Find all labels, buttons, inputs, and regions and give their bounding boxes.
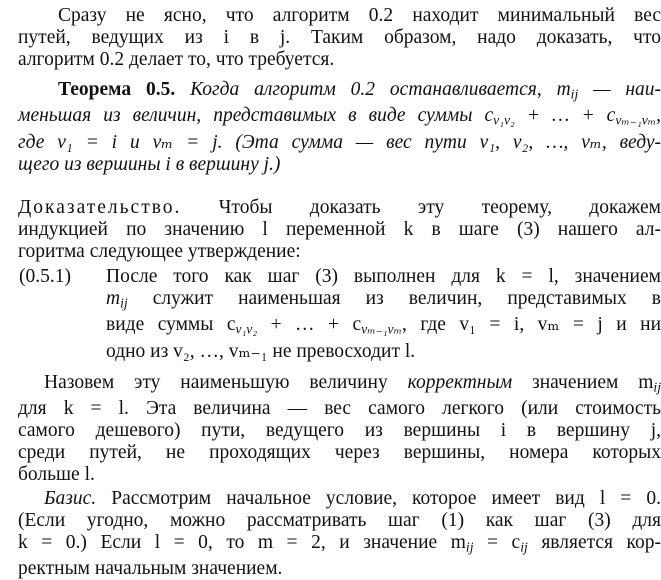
basis-title: Базис. (44, 488, 97, 509)
theorem-line-1 (0, 79, 661, 105)
claim-line-2: $m_{ij}$ служит наименьшая из величин, представимых в (106, 288, 661, 311)
theorem-line-3: где v₁ = i и vₘ = j. (Эта сумма — вес пути v₁, v₂, …, vₘ, веду- (18, 131, 661, 153)
claim-paragraph (106, 266, 661, 363)
theorem-text-1-rest: — наи- (578, 79, 661, 100)
theorem-text-2: меньшая из величин, представимых в виде суммы c (18, 105, 494, 127)
correct-line-3: самого дешевого) пути, ведущего из вершины i в вершину j, (18, 420, 661, 442)
theorem-sub-v1v2: v₁v₂ (493, 112, 515, 128)
basis-line-3: k = 0.) Если l = 0, то m = 2, и значение $m_{ij} = c_{ij}$ является кор- (18, 532, 661, 555)
theorem-sub-ij: ij (570, 86, 579, 102)
claim-label: (0.5.1) (19, 266, 71, 287)
proof-line-3: горитма следующее утверждение: (18, 241, 301, 262)
theorem-title: Теорема 0.5. (58, 79, 176, 100)
claim-line-4: одно из v₂, …, vₘ₋₁ не превосходит l. (106, 340, 416, 362)
intro-line-1: Сразу не ясно, что алгоритм 0.2 находит минимальный вес (58, 5, 661, 26)
correct-paragraph (0, 372, 661, 486)
basis-line-1: Базис. Рассмотрим начальное условие, которое имеет вид l = 0. (44, 488, 661, 509)
theorem-text-1: Когда алгоритм 0.2 останавливается, m (190, 79, 571, 100)
correct-line-4: среди путей, не проходящих через вершины, номера которых (18, 442, 661, 464)
proof-title: Доказательство. (18, 197, 182, 218)
correct-line-1: Назовем эту наименьшую величину корректным значением $m_{ij}$ (44, 372, 661, 395)
basis-line-2: (Если угодно, можно рассматривать шаг (1) как шаг (3) для (18, 510, 661, 531)
intro-paragraph (0, 5, 661, 71)
theorem-paragraph (0, 79, 661, 176)
correct-line-2: для k = l. Эта величина — вес самого легкого (или стоимость (18, 398, 661, 420)
intro-line-2: путей, ведущих из i в j. Таким образом, надо доказать, что (18, 27, 661, 48)
proof-paragraph (0, 197, 661, 263)
theorem-sub-vm1vm: vₘ₋₁vₘ (615, 112, 657, 128)
theorem-line-2: меньшая из величин, представимых в виде суммы $c_{v_1v_2}$ + … + $c_{v_{m-1}v_m}$, (18, 105, 661, 128)
intro-line-3: алгоритм 0.2 делает то, что требуется. (18, 49, 335, 70)
basis-paragraph (0, 488, 661, 580)
correct-line-5: больше l. (18, 464, 95, 486)
theorem-text-2-tail: + … + c (514, 105, 616, 127)
claim-line-3: виде суммы $c_{v_1v_2}$ + … + $c_{v_{m-1}v_m}$, где v₁ = i, vₘ = j и ни (106, 314, 661, 337)
theorem-line-4: щего из вершины i в вершину j.) (18, 153, 281, 175)
proof-line-2: индукцией по значению l переменной k в шаге (3) нашего ал- (18, 219, 661, 240)
proof-line-1 (0, 197, 661, 219)
claim-line-1: После того как шаг (3) выполнен для k = l, значением (106, 266, 661, 287)
proof-text-1: Чтобы доказать эту теорему, докажем (218, 197, 661, 218)
basis-line-4: ректным начальным значением. (18, 558, 283, 580)
